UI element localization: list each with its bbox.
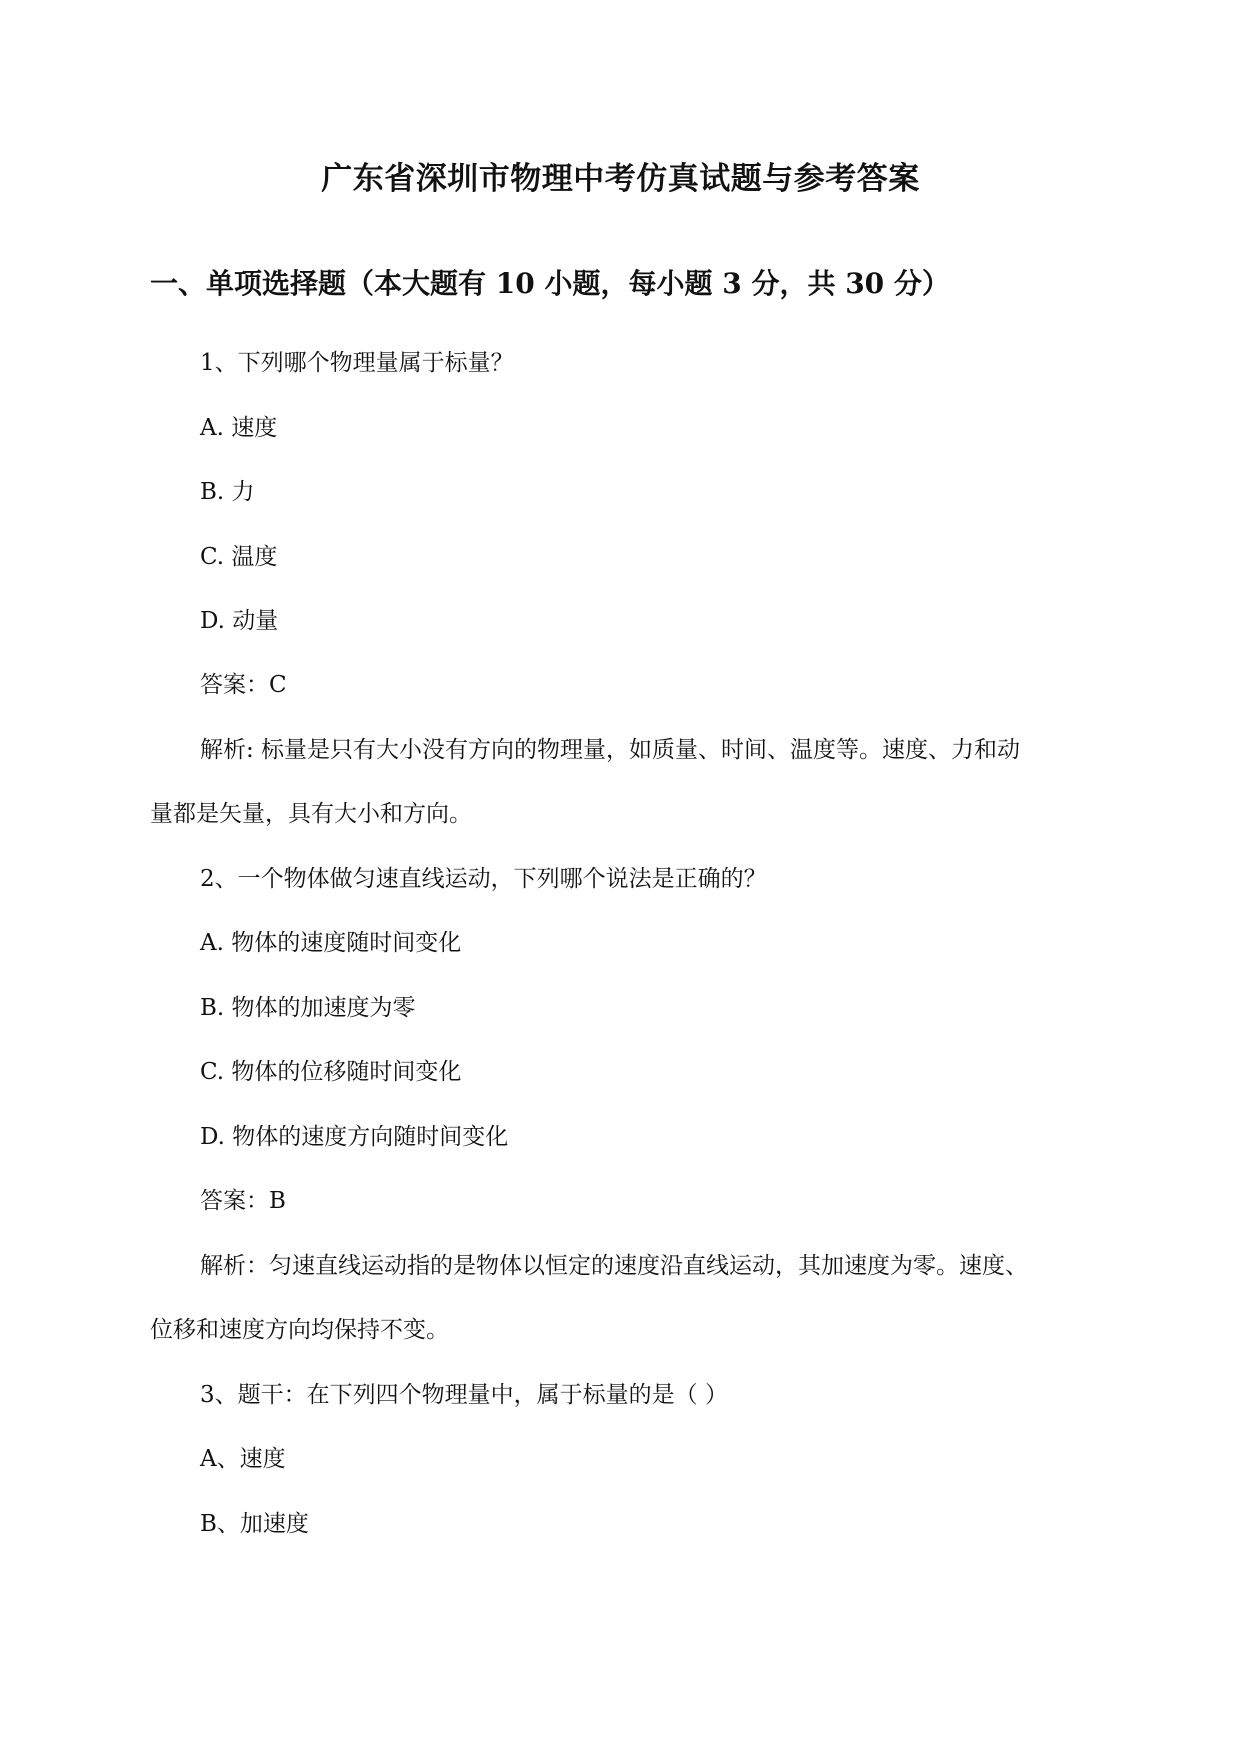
question-1-option-d: D. 动量 <box>200 608 279 634</box>
question-1-option-c: C. 温度 <box>200 544 278 570</box>
question-1-option-b: B. 力 <box>200 479 255 505</box>
question-1-answer: 答案：C <box>200 672 287 698</box>
question-2-option-a: A. 物体的速度随时间变化 <box>200 930 462 956</box>
question-1-analysis-line-1: 解析: 标量是只有大小没有方向的物理量，如质量、时间、温度等。速度、力和动 <box>200 737 1021 763</box>
question-1-option-a: A. 速度 <box>200 415 278 441</box>
question-2-stem: 2、一个物体做匀速直线运动，下列哪个说法是正确的？ <box>200 866 767 892</box>
question-2-option-d: D. 物体的速度方向随时间变化 <box>200 1124 509 1150</box>
question-1-analysis-line-2: 量都是矢量，具有大小和方向。 <box>150 801 472 827</box>
question-2-analysis-line-1: 解析：匀速直线运动指的是物体以恒定的速度沿直线运动，其加速度为零。速度、 <box>200 1253 1028 1279</box>
question-1-stem: 1、下列哪个物理量属于标量？ <box>200 350 514 376</box>
question-2-answer: 答案：B <box>200 1188 286 1214</box>
section-heading: 一、单项选择题（本大题有 10 小题，每小题 3 分，共 30 分） <box>150 267 950 300</box>
question-3-option-b: B、加速度 <box>200 1511 309 1537</box>
document-title: 广东省深圳市物理中考仿真试题与参考答案 <box>321 161 920 197</box>
question-2-option-c: C. 物体的位移随时间变化 <box>200 1059 462 1085</box>
question-2-analysis-line-2: 位移和速度方向均保持不变。 <box>150 1317 449 1343</box>
question-3-option-a: A、速度 <box>200 1446 286 1472</box>
question-2-option-b: B. 物体的加速度为零 <box>200 995 416 1021</box>
question-3-stem: 3、题干：在下列四个物理量中，属于标量的是（ ） <box>200 1382 728 1408</box>
